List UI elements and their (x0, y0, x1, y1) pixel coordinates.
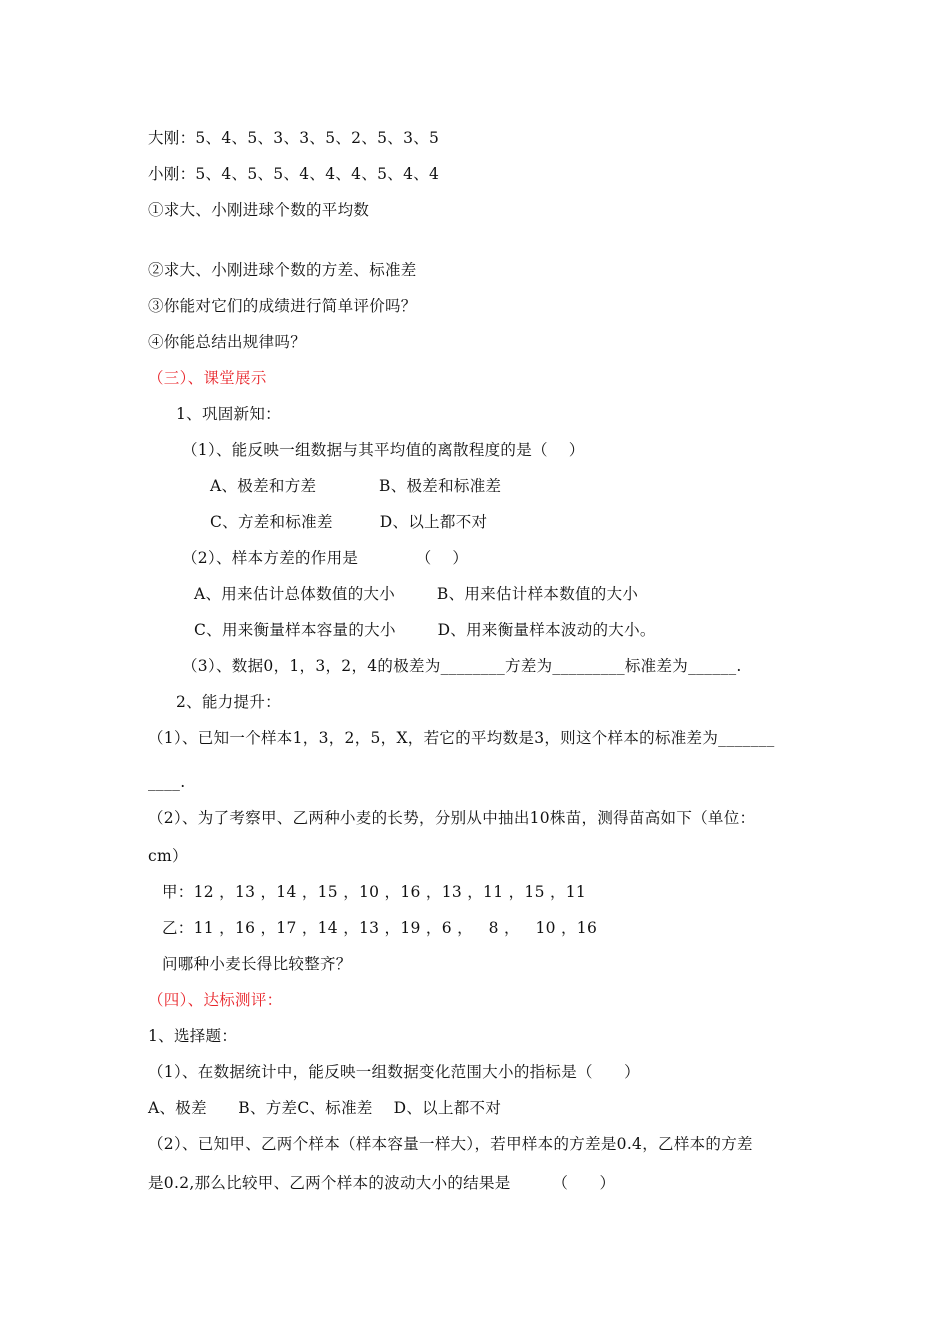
subsection-choice: 1、选择题： (148, 1027, 238, 1045)
section-heading-classroom: （三）、课堂展示 (148, 369, 267, 387)
subsection-consolidate: 1、巩固新知： (176, 405, 281, 423)
assessment-question-2: （2）、已知甲、乙两个样本（样本容量一样大），若甲样本的方差是0.4，乙样本的方差 (148, 1135, 753, 1153)
fill-question-3: （3）、数据0，1，3，2，4的极差为________方差为_________标准差为______. (182, 657, 742, 675)
ability-question-1-cont: ____. (148, 773, 186, 791)
wheat-data-yi: 乙：11 ，16 ，17 ，14 ，13 ，19 ，6 ， 8 ， 10 ，16 (162, 919, 598, 937)
ability-question-2: （2）、为了考察甲、乙两种小麦的长势，分别从中抽出10株苗，测得苗高如下（单位： (148, 809, 756, 827)
assessment-options-1: A、极差 B、方差C、标准差 D、以上都不对 (148, 1099, 502, 1117)
section-heading-assessment: （四）、达标测评： (148, 991, 283, 1009)
ability-question-1: （1）、已知一个样本1，3，2，5，X，若它的平均数是3，则这个样本的标准差为_______ (148, 729, 775, 747)
question-4: ④你能总结出规律吗？ (148, 333, 307, 351)
mc-options-2a: A、用来估计总体数值的大小 B、用来估计样本数值的大小 (194, 585, 639, 603)
question-1: ①求大、小刚进球个数的平均数 (148, 201, 370, 219)
score-line-dagang: 大刚：5、4、5、3、3、5、2、5、3、5 (148, 129, 440, 147)
mc-options-1a: A、极差和方差 B、极差和标准差 (210, 477, 502, 495)
assessment-question-1: （1）、在数据统计中，能反映一组数据变化范围大小的指标是（ ） (148, 1063, 640, 1081)
mc-options-2b: C、用来衡量样本容量的大小 D、用来衡量样本波动的大小。 (194, 621, 656, 639)
mc-question-1: （1）、能反映一组数据与其平均值的离散程度的是（ ） (182, 441, 585, 459)
assessment-question-2-cont: 是0.2,那么比较甲、乙两个样本的波动大小的结果是 （ ） (148, 1174, 616, 1192)
question-2: ②求大、小刚进球个数的方差、标准差 (148, 261, 417, 279)
mc-options-1b: C、方差和标准差 D、以上都不对 (210, 513, 488, 531)
wheat-data-jia: 甲：12 ，13 ，14 ，15 ，10 ，16 ，13 ，11 ，15 ，11 (162, 883, 587, 901)
subsection-ability: 2、能力提升： (176, 693, 281, 711)
ability-question-2-unit: cm） (148, 847, 188, 865)
question-3: ③你能对它们的成绩进行简单评价吗？ (148, 297, 417, 315)
wheat-question: 问哪种小麦长得比较整齐？ (162, 955, 352, 973)
mc-question-2: （2）、样本方差的作用是 （ ） (182, 549, 469, 567)
score-line-xiaogang: 小刚：5、4、5、5、4、4、4、5、4、4 (148, 165, 440, 183)
